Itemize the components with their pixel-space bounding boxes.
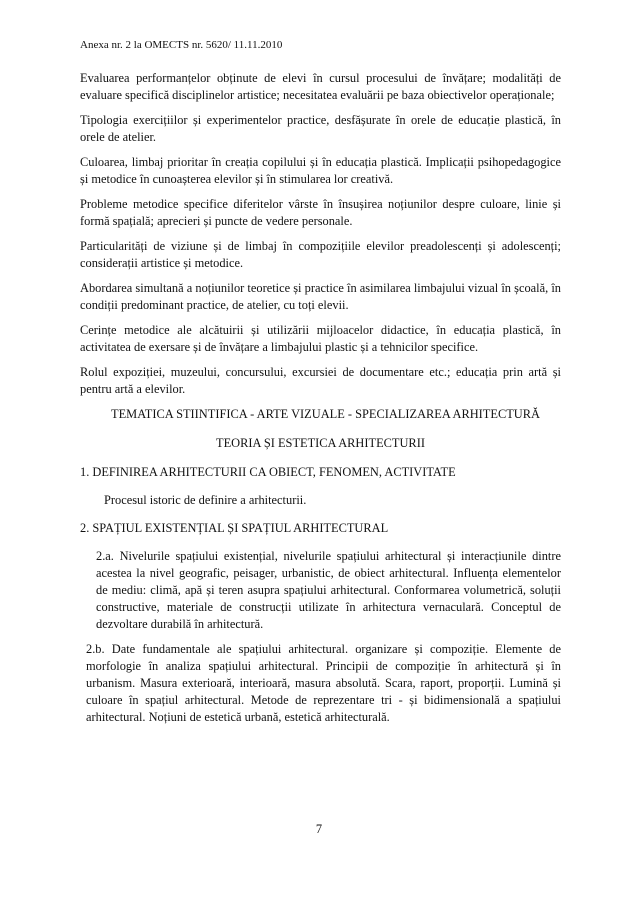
paragraph-evaluarea: Evaluarea performanțelor obținute de elevi în cursul procesului de învățare; modalități de evaluare specifică disciplinelor artistice; necesitatea evaluării pe baza obiectivelor operaționale; xyxy=(80,71,561,102)
section-1-item: Procesul istoric de definire a arhitecturii. xyxy=(104,493,307,507)
paragraph-abordarea: Abordarea simultană a noțiunilor teoretice și practice în asimilarea limbajului vizual în școală, în condiții predominant practice, de atelier, cu toți elevii. xyxy=(80,281,561,312)
section-1-title: 1. DEFINIREA ARHITECTURII CA OBIECT, FENOMEN, ACTIVITATE xyxy=(80,465,456,479)
page-number: 7 xyxy=(315,822,323,836)
section-2b-text: 2.b. Date fundamentale ale spațiului arhitectural. organizare și compoziție. Elemente de morfologie în analiza spațiului arhitectural. Principii de compoziție în arhitectură și în urbanism. Masura exterioară, interioară, masura absolută. Scara, raport, proporții. Lumină și culoare în spațiul arhitectural. Metode de reprezentare tri - și bidimensională a spațiului arhitectural. Noțiuni de estetică urbană, estetică arhitecturală. xyxy=(86,642,561,724)
page-header: Anexa nr. 2 la OMECTS nr. 5620/ 11.11.2010 xyxy=(80,39,283,51)
paragraph-tipologia: Tipologia exercițiilor și experimentelor practice, desfășurate în orele de educație plastică, în orele de atelier. xyxy=(80,113,561,144)
paragraph-probleme: Probleme metodice specifice diferitelor vârste în însușirea noțiunilor despre culoare, linie și formă spațială; aprecieri și puncte de vedere personale. xyxy=(80,197,561,228)
teoria-heading: TEORIA ȘI ESTETICA ARHITECTURII xyxy=(216,436,425,450)
paragraph-cerinte: Cerințe metodice ale alcătuirii și utilizării mijloacelor didactice, în educația plastică, în activitatea de exersare și de învățare a limbajului plastic și a tehnicilor specifice. xyxy=(80,323,561,354)
section-2a-text: 2.a. Nivelurile spațiului existențial, nivelurile spațiului arhitectural și interacțiunile dintre acestea la nivel geografic, peisager, urbanistic, de obiect arhitectural. Influența elementelor de mediu: climă, apă și teren asupra spațiului arhitectural. Conformarea volumetrică, soluții constructive, materiale de construcții utilizate în arhitectura vernaculară. Conceptul de dezvoltare durabilă în arhitectură. xyxy=(96,549,561,631)
paragraph-particularitati: Particularități de viziune și de limbaj în compozițiile elevilor preadolescenți și adolescenți; considerații artistice și metodice. xyxy=(80,239,561,270)
section-2-title: 2. SPAȚIUL EXISTENȚIAL ȘI SPAȚIUL ARHITECTURAL xyxy=(80,521,389,535)
paragraph-culoarea: Culoarea, limbaj prioritar în creația copilului și în educația plastică. Implicații psihopedagogice și metodice în cunoașterea elevilor și în stimularea lor creativă. xyxy=(80,155,561,186)
body-text xyxy=(80,70,561,726)
paragraph-rolul: Rolul expoziției, muzeului, concursului, excursiei de documentare etc.; educația prin artă și pentru artă a elevilor. xyxy=(80,365,561,396)
tematica-heading: TEMATICA STIINTIFICA - ARTE VIZUALE - SPECIALIZAREA ARHITECTURĂ xyxy=(111,407,540,421)
